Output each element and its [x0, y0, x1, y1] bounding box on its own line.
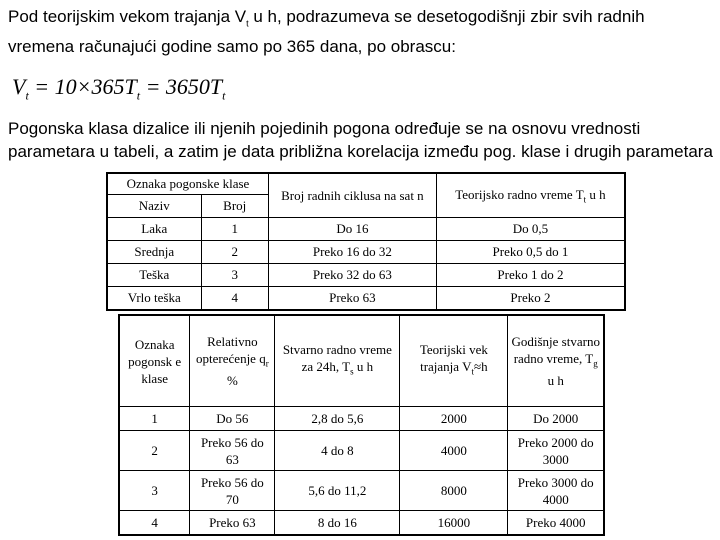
table1-cell: 4	[201, 287, 268, 311]
table2-annual-header	[508, 315, 604, 407]
table1-cell: 3	[201, 264, 268, 287]
table1-cell: Teška	[107, 264, 201, 287]
table2-lifetime-header-text: Teorijski vek trajanja V	[419, 342, 488, 375]
table2-annual-header-after: u h	[547, 373, 564, 389]
table1-time-header-sub: t	[583, 194, 587, 205]
table2-lifetime-header-after: ≈h	[474, 359, 488, 375]
table1-name-header: Naziv	[107, 195, 201, 218]
table-row	[107, 241, 625, 264]
table1-group-header: Oznaka pogonske klase	[107, 173, 268, 195]
table1-cell: Do 16	[268, 218, 436, 241]
table-row	[107, 218, 625, 241]
table1-time-header	[436, 173, 625, 218]
table2-lifetime-header	[400, 315, 508, 407]
table-row	[107, 287, 625, 311]
correlation-table	[118, 314, 605, 536]
intro-subscript: t	[246, 18, 249, 29]
second-paragraph: Pogonska klasa dizalice ili njenih pojedinih pogona određuje se na osnovu vrednosti parametara u tabeli, a zatim je data približna korelacija između pog. klase i drugih parametara	[8, 119, 713, 161]
table1-cell: Preko 32 do 63	[268, 264, 436, 287]
table-row	[119, 511, 604, 535]
table2-cell: Preko 56 do 63	[190, 431, 275, 471]
table2-annual-header-text: Godišnje stvarno radno vreme, T	[511, 333, 600, 366]
table1-cell: Srednja	[107, 241, 201, 264]
table2-cell: 4 do 8	[275, 431, 400, 471]
formula-v: V	[12, 74, 26, 99]
table2-cell: 2000	[400, 407, 508, 431]
table1-time-header-text: Teorijsko radno vreme T	[455, 186, 584, 202]
intro-text-after: u h, podrazumeva se desetogodišnji zbir svih radnih vremena računajući godine samo po 365 dana, po obrascu:	[8, 7, 645, 57]
table1-cell: 1	[201, 218, 268, 241]
table2-cell: 2	[119, 431, 190, 471]
table2-cell: 8 do 16	[275, 511, 400, 535]
table2-cell: Do 2000	[508, 407, 604, 431]
table2-cell: Do 56	[190, 407, 275, 431]
table1-cell: Do 0,5	[436, 218, 625, 241]
table2-actual-time-header-text: Stvarno radno vreme za 24h, T	[282, 342, 392, 375]
table1-cell: Preko 63	[268, 287, 436, 311]
formula-middle: = 10×365T	[28, 74, 137, 99]
table2-cell: Preko 2000 do 3000	[508, 431, 604, 471]
table2-cell: 8000	[400, 471, 508, 511]
table-row	[119, 431, 604, 471]
formula-result: = 3650T	[140, 74, 223, 99]
table2-cell: 5,6 do 11,2	[275, 471, 400, 511]
table2-actual-time-header-after: u h	[353, 359, 374, 375]
table2-cell: 1	[119, 407, 190, 431]
table2-cell: Preko 4000	[508, 511, 604, 535]
table1-cell: Preko 2	[436, 287, 625, 311]
formula	[12, 74, 226, 103]
table2-class-header: Oznaka pogonsk e klase	[119, 315, 190, 407]
table2-actual-time-header-sub: s	[350, 366, 354, 377]
table1-cell: Preko 1 do 2	[436, 264, 625, 287]
table1-cycles-header: Broj radnih ciklusa na sat n	[268, 173, 436, 218]
table1-cell: Preko 16 do 32	[268, 241, 436, 264]
table-row	[119, 471, 604, 511]
table2-cell: Preko 63	[190, 511, 275, 535]
intro-text: Pod teorijskim vekom trajanja V	[8, 7, 247, 26]
table2-cell: Preko 3000 do 4000	[508, 471, 604, 511]
table2-load-header-sub: r	[265, 358, 269, 369]
formula-t-sub: t	[136, 88, 141, 103]
table1-header-row	[107, 173, 625, 195]
table1-cell: Laka	[107, 218, 201, 241]
table2-cell: 16000	[400, 511, 508, 535]
table2-header-row	[119, 315, 604, 407]
table1-time-header-after: u h	[586, 186, 606, 202]
table1-cell: Preko 0,5 do 1	[436, 241, 625, 264]
table2-load-header	[190, 315, 275, 407]
formula-result-sub: t	[222, 88, 226, 103]
table1-number-header: Broj	[201, 195, 268, 218]
table2-load-header-after: %	[226, 373, 238, 389]
table2-actual-time-header	[275, 315, 400, 407]
table1-cell: Vrlo teška	[107, 287, 201, 311]
table2-cell: 4000	[400, 431, 508, 471]
table2-lifetime-header-sub: t	[471, 366, 474, 377]
operating-class-table	[106, 172, 626, 311]
table2-annual-header-sub: g	[593, 358, 598, 369]
table2-cell: 4	[119, 511, 190, 535]
table-row	[107, 264, 625, 287]
table2-cell: 3	[119, 471, 190, 511]
table2-cell: Preko 56 do 70	[190, 471, 275, 511]
intro-paragraph	[8, 5, 708, 58]
table1-cell: 2	[201, 241, 268, 264]
table-row	[119, 407, 604, 431]
table2-cell: 2,8 do 5,6	[275, 407, 400, 431]
formula-v-sub: t	[25, 88, 29, 103]
table2-load-header-text: Relativno opterećenje q	[196, 333, 266, 366]
